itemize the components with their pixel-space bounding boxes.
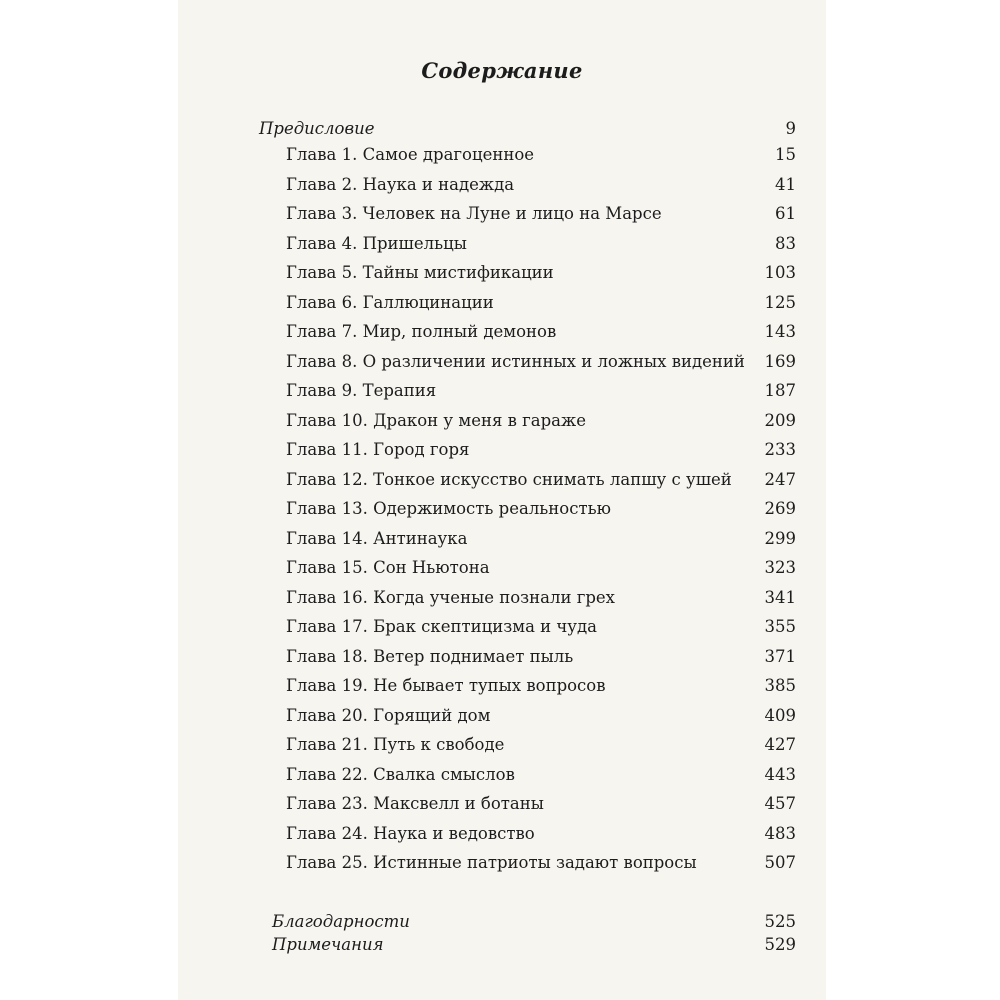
toc-entry bbox=[286, 789, 796, 819]
toc-entry-page-number: 323 bbox=[764, 558, 796, 577]
toc-entry-title: Глава 5. Тайны мистификации bbox=[286, 263, 554, 282]
toc-entry-page-number: 409 bbox=[764, 705, 796, 725]
toc-entry-title: Глава 18. Ветер поднимает пыль bbox=[286, 646, 574, 666]
toc-entry-page-number: 61 bbox=[775, 204, 796, 223]
toc-entry bbox=[286, 553, 796, 583]
toc-entry-page-number: 427 bbox=[764, 735, 796, 754]
toc-entry-title: Глава 24. Наука и ведовство bbox=[286, 823, 535, 843]
toc-entry-page-number: 233 bbox=[764, 440, 796, 459]
toc-entry-title: Благодарности bbox=[272, 912, 410, 931]
toc-entry-title: Глава 11. Город горя bbox=[286, 440, 470, 459]
toc-entry-title: Глава 2. Наука и надежда bbox=[286, 174, 515, 194]
toc-entry-page-number: 355 bbox=[764, 617, 796, 636]
toc-entry-page-number: 299 bbox=[764, 528, 796, 548]
toc-entry-page-number: 15 bbox=[775, 145, 796, 164]
toc-entry bbox=[286, 583, 796, 613]
toc-entry bbox=[286, 819, 796, 849]
toc-entry-title: Глава 6. Галлюцинации bbox=[286, 292, 494, 312]
toc-entry bbox=[286, 376, 796, 406]
toc-entry bbox=[286, 140, 796, 170]
toc-entry-title: Глава 15. Сон Ньютона bbox=[286, 558, 490, 577]
toc-entry-title: Глава 20. Горящий дом bbox=[286, 705, 491, 725]
toc-entry-title: Глава 23. Максвелл и ботаны bbox=[286, 794, 544, 813]
toc-entry-title: Глава 3. Человек на Луне и лицо на Марсе bbox=[286, 204, 662, 223]
toc-entry-title: Глава 22. Свалка смыслов bbox=[286, 764, 515, 784]
toc-entry bbox=[286, 671, 796, 701]
toc-entry-title: Глава 25. Истинные патриоты задают вопросы bbox=[286, 853, 697, 872]
toc-entry-page-number: 371 bbox=[764, 646, 796, 666]
toc-entry bbox=[286, 494, 796, 524]
toc-entry-title: Глава 7. Мир, полный демонов bbox=[286, 322, 557, 341]
toc-entry-page-number: 9 bbox=[785, 119, 796, 138]
toc-entry-page-number: 483 bbox=[764, 823, 796, 843]
book-page bbox=[178, 0, 826, 1000]
toc-entry-title: Глава 17. Брак скептицизма и чуда bbox=[286, 617, 598, 636]
toc-entry-title: Предисловие bbox=[259, 119, 375, 138]
toc-entry bbox=[286, 435, 796, 465]
toc-entry-title: Глава 8. О различении истинных и ложных видений bbox=[286, 351, 745, 371]
toc-entry-title: Примечания bbox=[272, 935, 384, 954]
toc-entry-title: Глава 1. Самое драгоценное bbox=[286, 145, 535, 164]
toc-entry bbox=[286, 317, 796, 347]
toc-entry-title: Глава 9. Терапия bbox=[286, 381, 437, 400]
toc-entry-title: Глава 19. Не бывает тупых вопросов bbox=[286, 676, 606, 695]
toc-entry-title: Глава 13. Одержимость реальностью bbox=[286, 499, 611, 518]
toc-entry-page-number: 525 bbox=[764, 912, 796, 931]
toc-entry-page-number: 169 bbox=[764, 351, 796, 371]
toc-entry-page-number: 209 bbox=[764, 410, 796, 430]
toc-entry-page-number: 341 bbox=[764, 587, 796, 607]
toc-entry-title: Глава 12. Тонкое искусство снимать лапшу с ушей bbox=[286, 469, 732, 489]
toc-entry bbox=[286, 730, 796, 760]
toc-entry-page-number: 247 bbox=[764, 469, 796, 489]
toc-entry-page-number: 443 bbox=[764, 764, 796, 784]
toc-entry bbox=[286, 199, 796, 229]
toc-entry-page-number: 143 bbox=[764, 322, 796, 341]
toc-entry bbox=[286, 848, 796, 878]
toc-entry bbox=[286, 347, 796, 377]
toc-entry-page-number: 385 bbox=[764, 676, 796, 695]
toc-entry bbox=[286, 612, 796, 642]
toc-entry-page-number: 103 bbox=[764, 263, 796, 282]
toc-entry-page-number: 457 bbox=[764, 794, 796, 813]
toc-entry bbox=[286, 701, 796, 731]
toc-entry bbox=[286, 258, 796, 288]
toc-entry bbox=[286, 524, 796, 554]
toc-entry bbox=[286, 465, 796, 495]
toc-entry-page-number: 83 bbox=[775, 233, 796, 253]
toc-entry bbox=[286, 170, 796, 200]
toc-entry bbox=[286, 406, 796, 436]
toc-entry-page-number: 187 bbox=[764, 381, 796, 400]
toc-entry-page-number: 125 bbox=[764, 292, 796, 312]
toc-entry-page-number: 41 bbox=[775, 174, 796, 194]
toc-entry-page-number: 507 bbox=[764, 853, 796, 872]
toc-entry-title: Глава 14. Антинаука bbox=[286, 528, 468, 548]
toc-entry-title: Глава 10. Дракон у меня в гараже bbox=[286, 410, 586, 430]
toc-entry bbox=[286, 642, 796, 672]
toc-entry-title: Глава 16. Когда ученые познали грех bbox=[286, 587, 615, 607]
toc-entry-title: Глава 4. Пришельцы bbox=[286, 233, 467, 253]
toc-entry bbox=[286, 229, 796, 259]
toc-entry-page-number: 529 bbox=[764, 935, 796, 954]
page-title: Содержание bbox=[421, 58, 583, 83]
toc-entry-page-number: 269 bbox=[764, 499, 796, 518]
toc-entry bbox=[286, 760, 796, 790]
toc-entry-title: Глава 21. Путь к свободе bbox=[286, 735, 505, 754]
toc-entry bbox=[286, 288, 796, 318]
toc-entry bbox=[272, 930, 796, 960]
